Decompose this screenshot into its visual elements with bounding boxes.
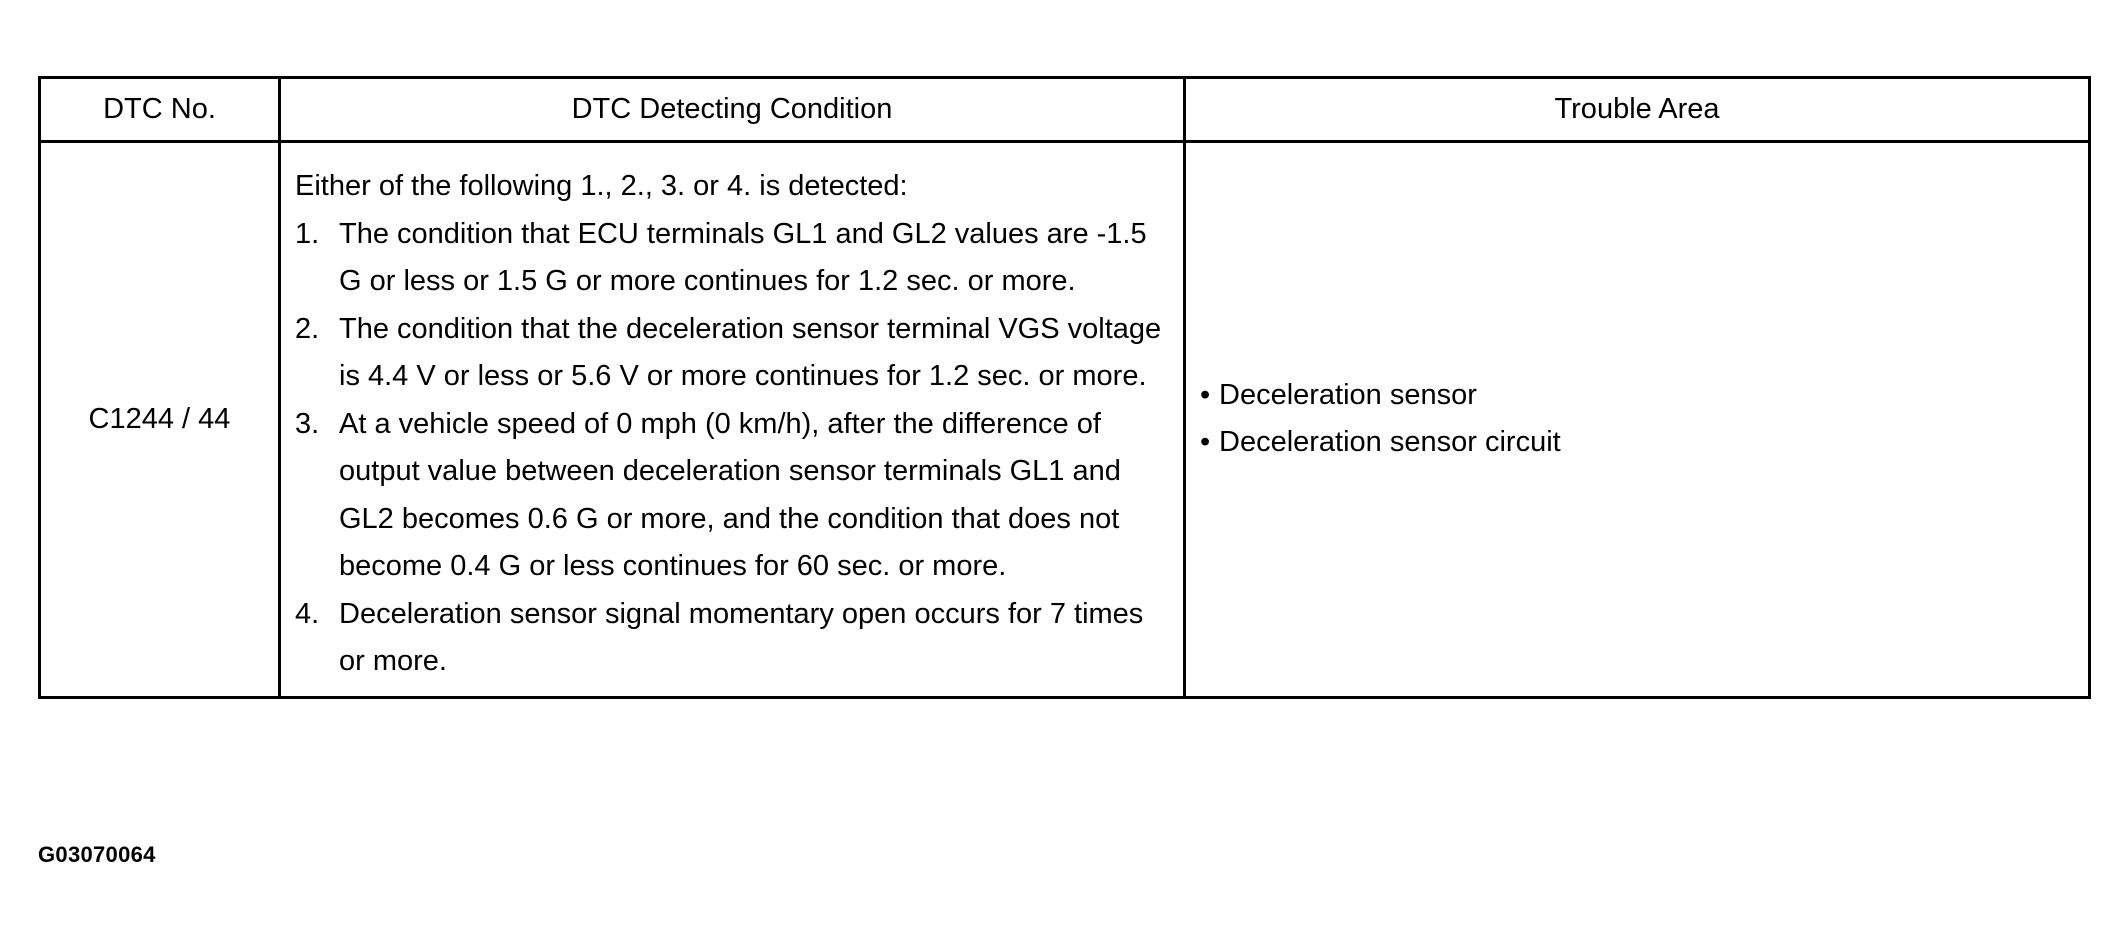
condition-text: Deceleration sensor signal momentary open occurs for 7 times or more. bbox=[339, 597, 1144, 677]
trouble-area-item: • Deceleration sensor circuit bbox=[1200, 419, 2088, 466]
condition-number: 3. bbox=[295, 407, 320, 440]
detecting-condition-cell bbox=[280, 142, 1185, 698]
table-row bbox=[40, 142, 2090, 698]
condition-text: The condition that ECU terminals GL1 and GL2 values are -1.5 G or less or 1.5 G or more continues for 1.2 sec. or more. bbox=[339, 217, 1147, 297]
condition-item bbox=[295, 211, 1171, 306]
condition-number: 4. bbox=[295, 597, 320, 630]
condition-item bbox=[295, 401, 1171, 591]
trouble-area-list bbox=[1200, 372, 2088, 466]
figure-id: G03070064 bbox=[38, 842, 156, 867]
header-dtc-no: DTC No. bbox=[40, 78, 280, 142]
condition-number: 2. bbox=[295, 312, 320, 345]
condition-text: At a vehicle speed of 0 mph (0 km/h), after the difference of output value between deceleration sensor terminals GL1 and GL2 becomes 0.6 G or more, and the condition that does not become 0.4 G or less continues for 60 sec. or more. bbox=[339, 407, 1121, 582]
table-header-row bbox=[40, 78, 2090, 142]
condition-number: 1. bbox=[295, 217, 320, 250]
condition-item bbox=[295, 591, 1171, 686]
header-trouble-area: Trouble Area bbox=[1185, 78, 2090, 142]
dtc-table bbox=[38, 76, 2091, 699]
dtc-code-cell: C1244 / 44 bbox=[40, 142, 280, 698]
condition-list bbox=[295, 211, 1171, 686]
condition-item bbox=[295, 306, 1171, 401]
trouble-area-cell bbox=[1185, 142, 2090, 698]
trouble-area-item: • Deceleration sensor bbox=[1200, 372, 2088, 419]
header-detecting-condition: DTC Detecting Condition bbox=[280, 78, 1185, 142]
condition-text: The condition that the deceleration sensor terminal VGS voltage is 4.4 V or less or 5.6 V or more continues for 1.2 sec. or more. bbox=[339, 312, 1162, 392]
condition-intro: Either of the following 1., 2., 3. or 4. is detected: bbox=[295, 170, 908, 202]
